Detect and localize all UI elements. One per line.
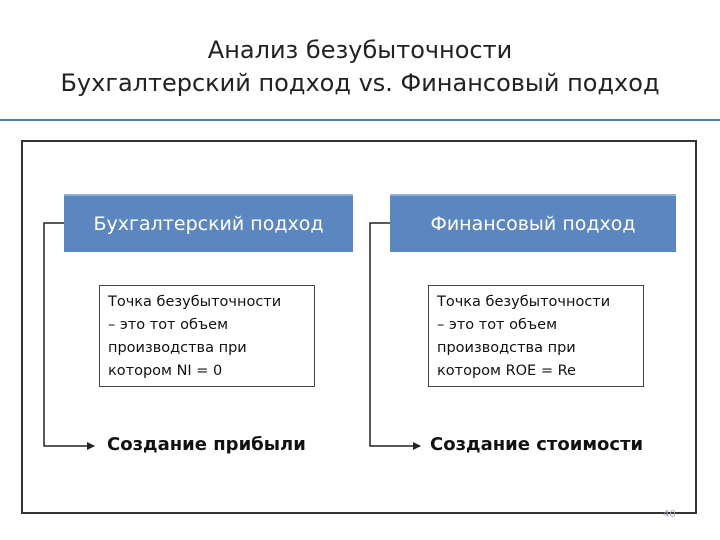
financial-definition-line: производства при [437,340,576,356]
accounting-definition-box [99,285,315,387]
title-line-1: Анализ безубыточности [207,36,513,64]
financial-connector-arrow [370,223,420,446]
accounting-connector-arrow [44,223,94,446]
accounting-definition-line: – это тот объем [108,317,229,333]
accounting-definition-line: Точка безубыточности [108,294,282,310]
financial-definition-line: – это тот объем [437,317,558,333]
accounting-approach-label: Бухгалтерский подход [93,213,324,235]
financial-approach-label: Финансовый подход [430,213,636,235]
accounting-approach-header [64,194,353,252]
accounting-outcome: Создание прибыли [107,434,306,455]
accounting-definition-line: производства при [108,340,247,356]
title-line-2: Бухгалтерский подход vs. Финансовый подход [60,69,660,97]
financial-definition-line: Точка безубыточности [437,294,611,310]
accounting-definition-line: котором NI = 0 [108,363,223,379]
financial-approach-header [390,194,676,252]
financial-definition-line: котором ROE = Re [437,363,576,379]
page-number: 40 [663,509,676,520]
financial-outcome: Создание стоимости [430,434,644,455]
financial-definition-box [428,285,644,387]
